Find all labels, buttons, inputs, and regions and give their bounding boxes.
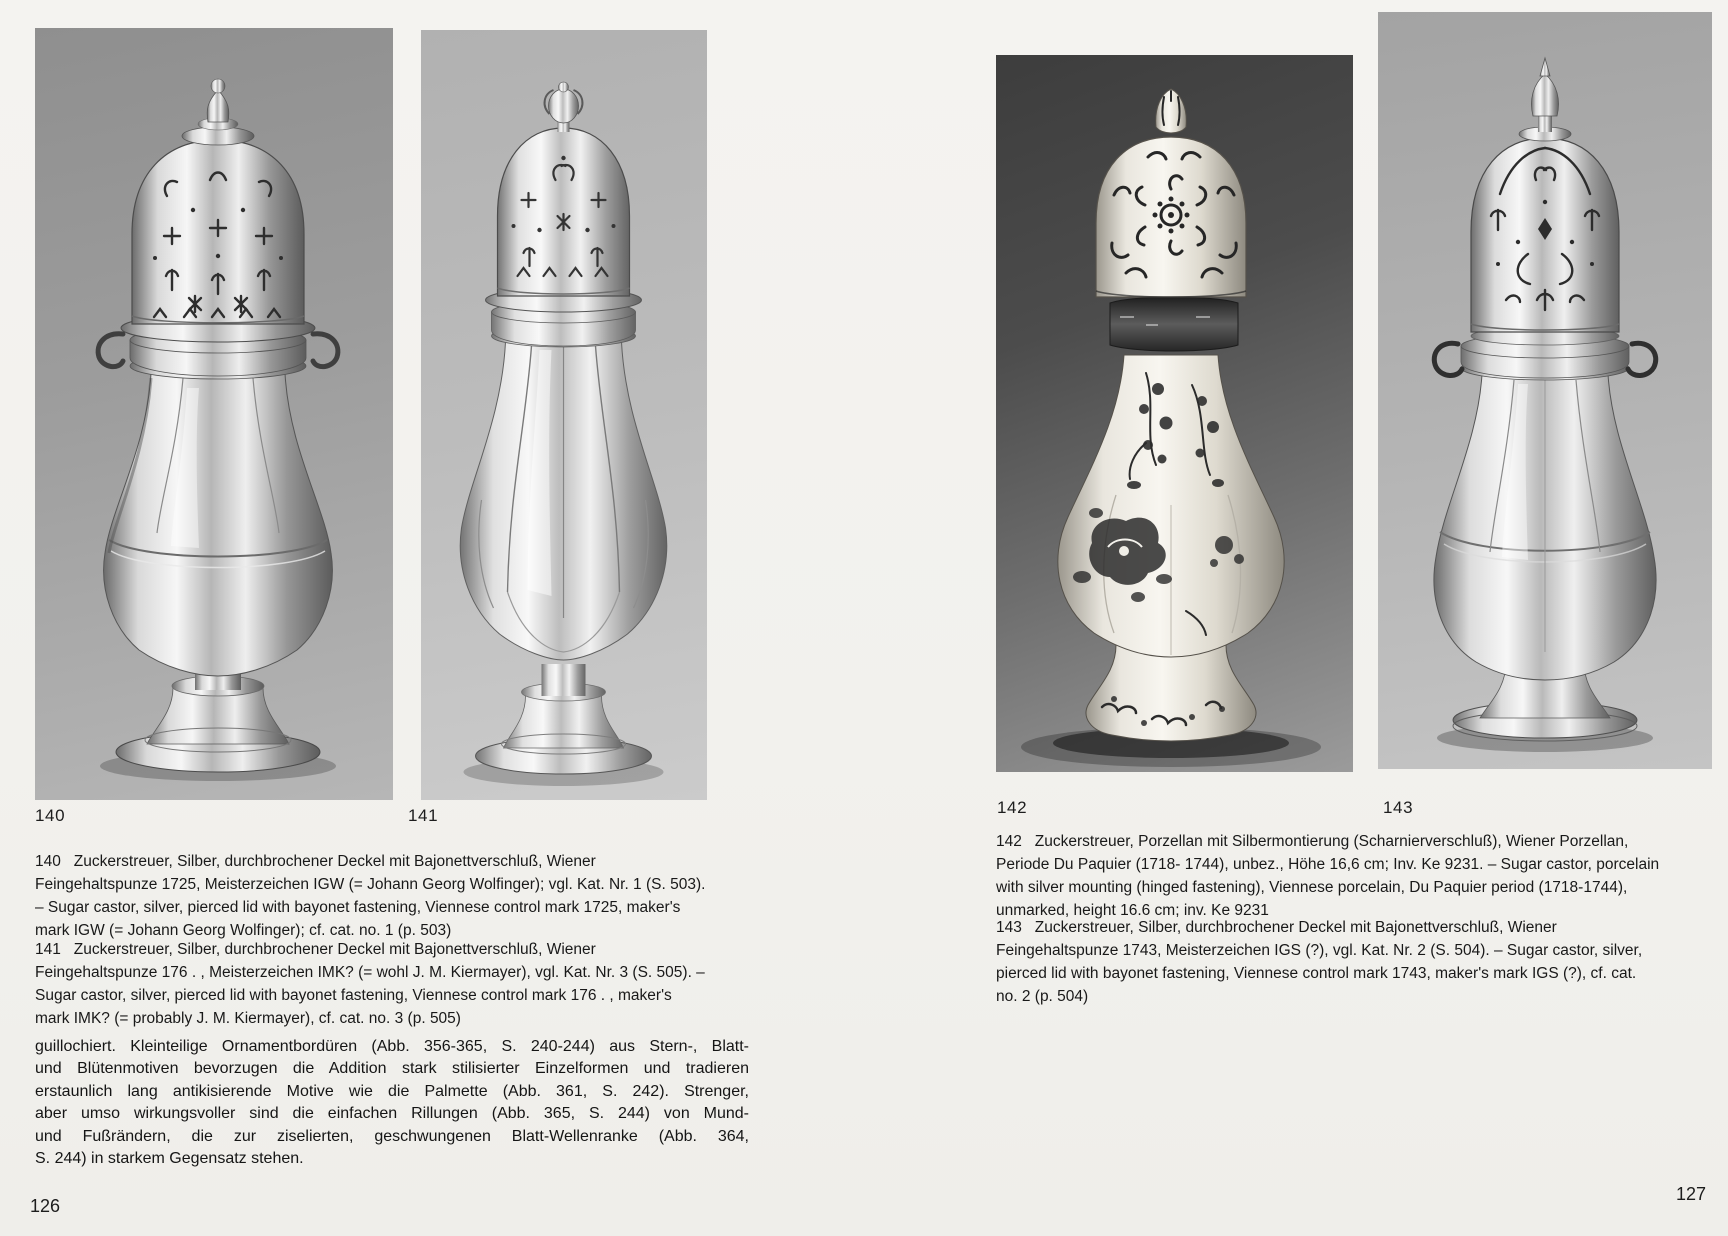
figure-141-caption [35,938,735,1030]
figure-140-label: 140 [35,806,66,825]
sugar-caster-143-illustration [1378,12,1712,769]
caption-line: Feingehaltspunze 1743, Meisterzeichen IGS (?), vgl. Kat. Nr. 2 (S. 504). – Sugar castor, silver, [996,942,1643,959]
caption-line: 140 Zuckerstreuer, Silber, durchbrochener Deckel mit Bajonettverschluß, Wiener [35,853,596,870]
caption-line: Feingehaltspunze 176 . , Meisterzeichen IMK? (= wohl J. M. Kiermayer), vgl. Kat. Nr. 3 (S. 505). – [35,964,705,981]
caption-line: 143 Zuckerstreuer, Silber, durchbrochener Deckel mit Bajonettverschluß, Wiener [996,919,1557,936]
caption-line: mark IMK? (= probably J. M. Kiermayer), cf. cat. no. 3 (p. 505) [35,1010,461,1027]
figure-142-label: 142 [997,798,1028,817]
figure-143-label: 143 [1383,798,1414,817]
caption-line: Sugar castor, silver, pierced lid with bayonet fastening, Viennese control mark 176 . , maker's [35,987,672,1004]
body-text-line: guillochiert. Kleinteilige Ornamentbordüren (Abb. 356-365, S. 240-244) aus Stern-, Blatt- [35,1038,749,1055]
caption-line: no. 2 (p. 504) [996,988,1089,1005]
sugar-caster-141-illustration [421,30,707,800]
caption-line: pierced lid with bayonet fastening, Viennese control mark 1743, maker's mark IGS (?), cf. cat. [996,965,1637,982]
figure-143-photo [1378,12,1712,769]
figure-142-photo [996,55,1353,772]
caption-line: – Sugar castor, silver, pierced lid with bayonet fastening, Viennese control mark 1725, maker's [35,899,681,916]
sugar-caster-142-illustration [996,55,1353,772]
caption-line: Feingehaltspunze 1725, Meisterzeichen IGW (= Johann Georg Wolfinger); vgl. Kat. Nr. 1 (S. 503). [35,876,706,893]
figure-142-caption [996,830,1728,922]
body-text-line: und Fußrändern, die zur ziselierten, geschwungenen Blatt-Wellenranke (Abb. 364, [35,1127,749,1145]
body-paragraph [35,1036,749,1170]
caption-line: unmarked, height 16.6 cm; inv. Ke 9231 [996,902,1269,919]
figure-141-label: 141 [408,806,439,825]
body-text-line: und Blütenmotiven bevorzugen die Addition stark stilisierter Einzelformen und tradieren [35,1060,749,1078]
figure-140-caption [35,850,735,942]
body-text-line: aber umso wirkungsvoller sind die einfachen Rillungen (Abb. 365, S. 244) von Mund- [35,1105,749,1123]
page-number-right: 127 [1676,1184,1707,1204]
caption-line: with silver mounting (hinged fastening), Viennese porcelain, Du Paquier period (1718-1744), [996,879,1628,896]
body-text-line: S. 244) in starkem Gegensatz stehen. [35,1150,304,1168]
caption-line: 142 Zuckerstreuer, Porzellan mit Silbermontierung (Scharnierverschluß), Wiener Porzellan, [996,833,1629,850]
figure-141-photo [421,30,707,800]
caption-line: mark IGW (= Johann Georg Wolfinger); cf. cat. no. 1 (p. 503) [35,922,452,939]
body-text-line: erstaunlich lang antikisierende Motive wie die Palmette (Abb. 361, S. 242). Strenger, [35,1082,749,1100]
caption-line: Periode Du Paquier (1718- 1744), unbez., Höhe 16,6 cm; Inv. Ke 9231. – Sugar castor, porcelain [996,856,1660,873]
figure-143-caption [996,916,1728,1008]
figure-140-photo [35,28,393,800]
caption-line: 141 Zuckerstreuer, Silber, durchbrochener Deckel mit Bajonettverschluß, Wiener [35,941,596,958]
page-number-left: 126 [30,1196,61,1216]
sugar-caster-140-illustration [35,28,393,800]
